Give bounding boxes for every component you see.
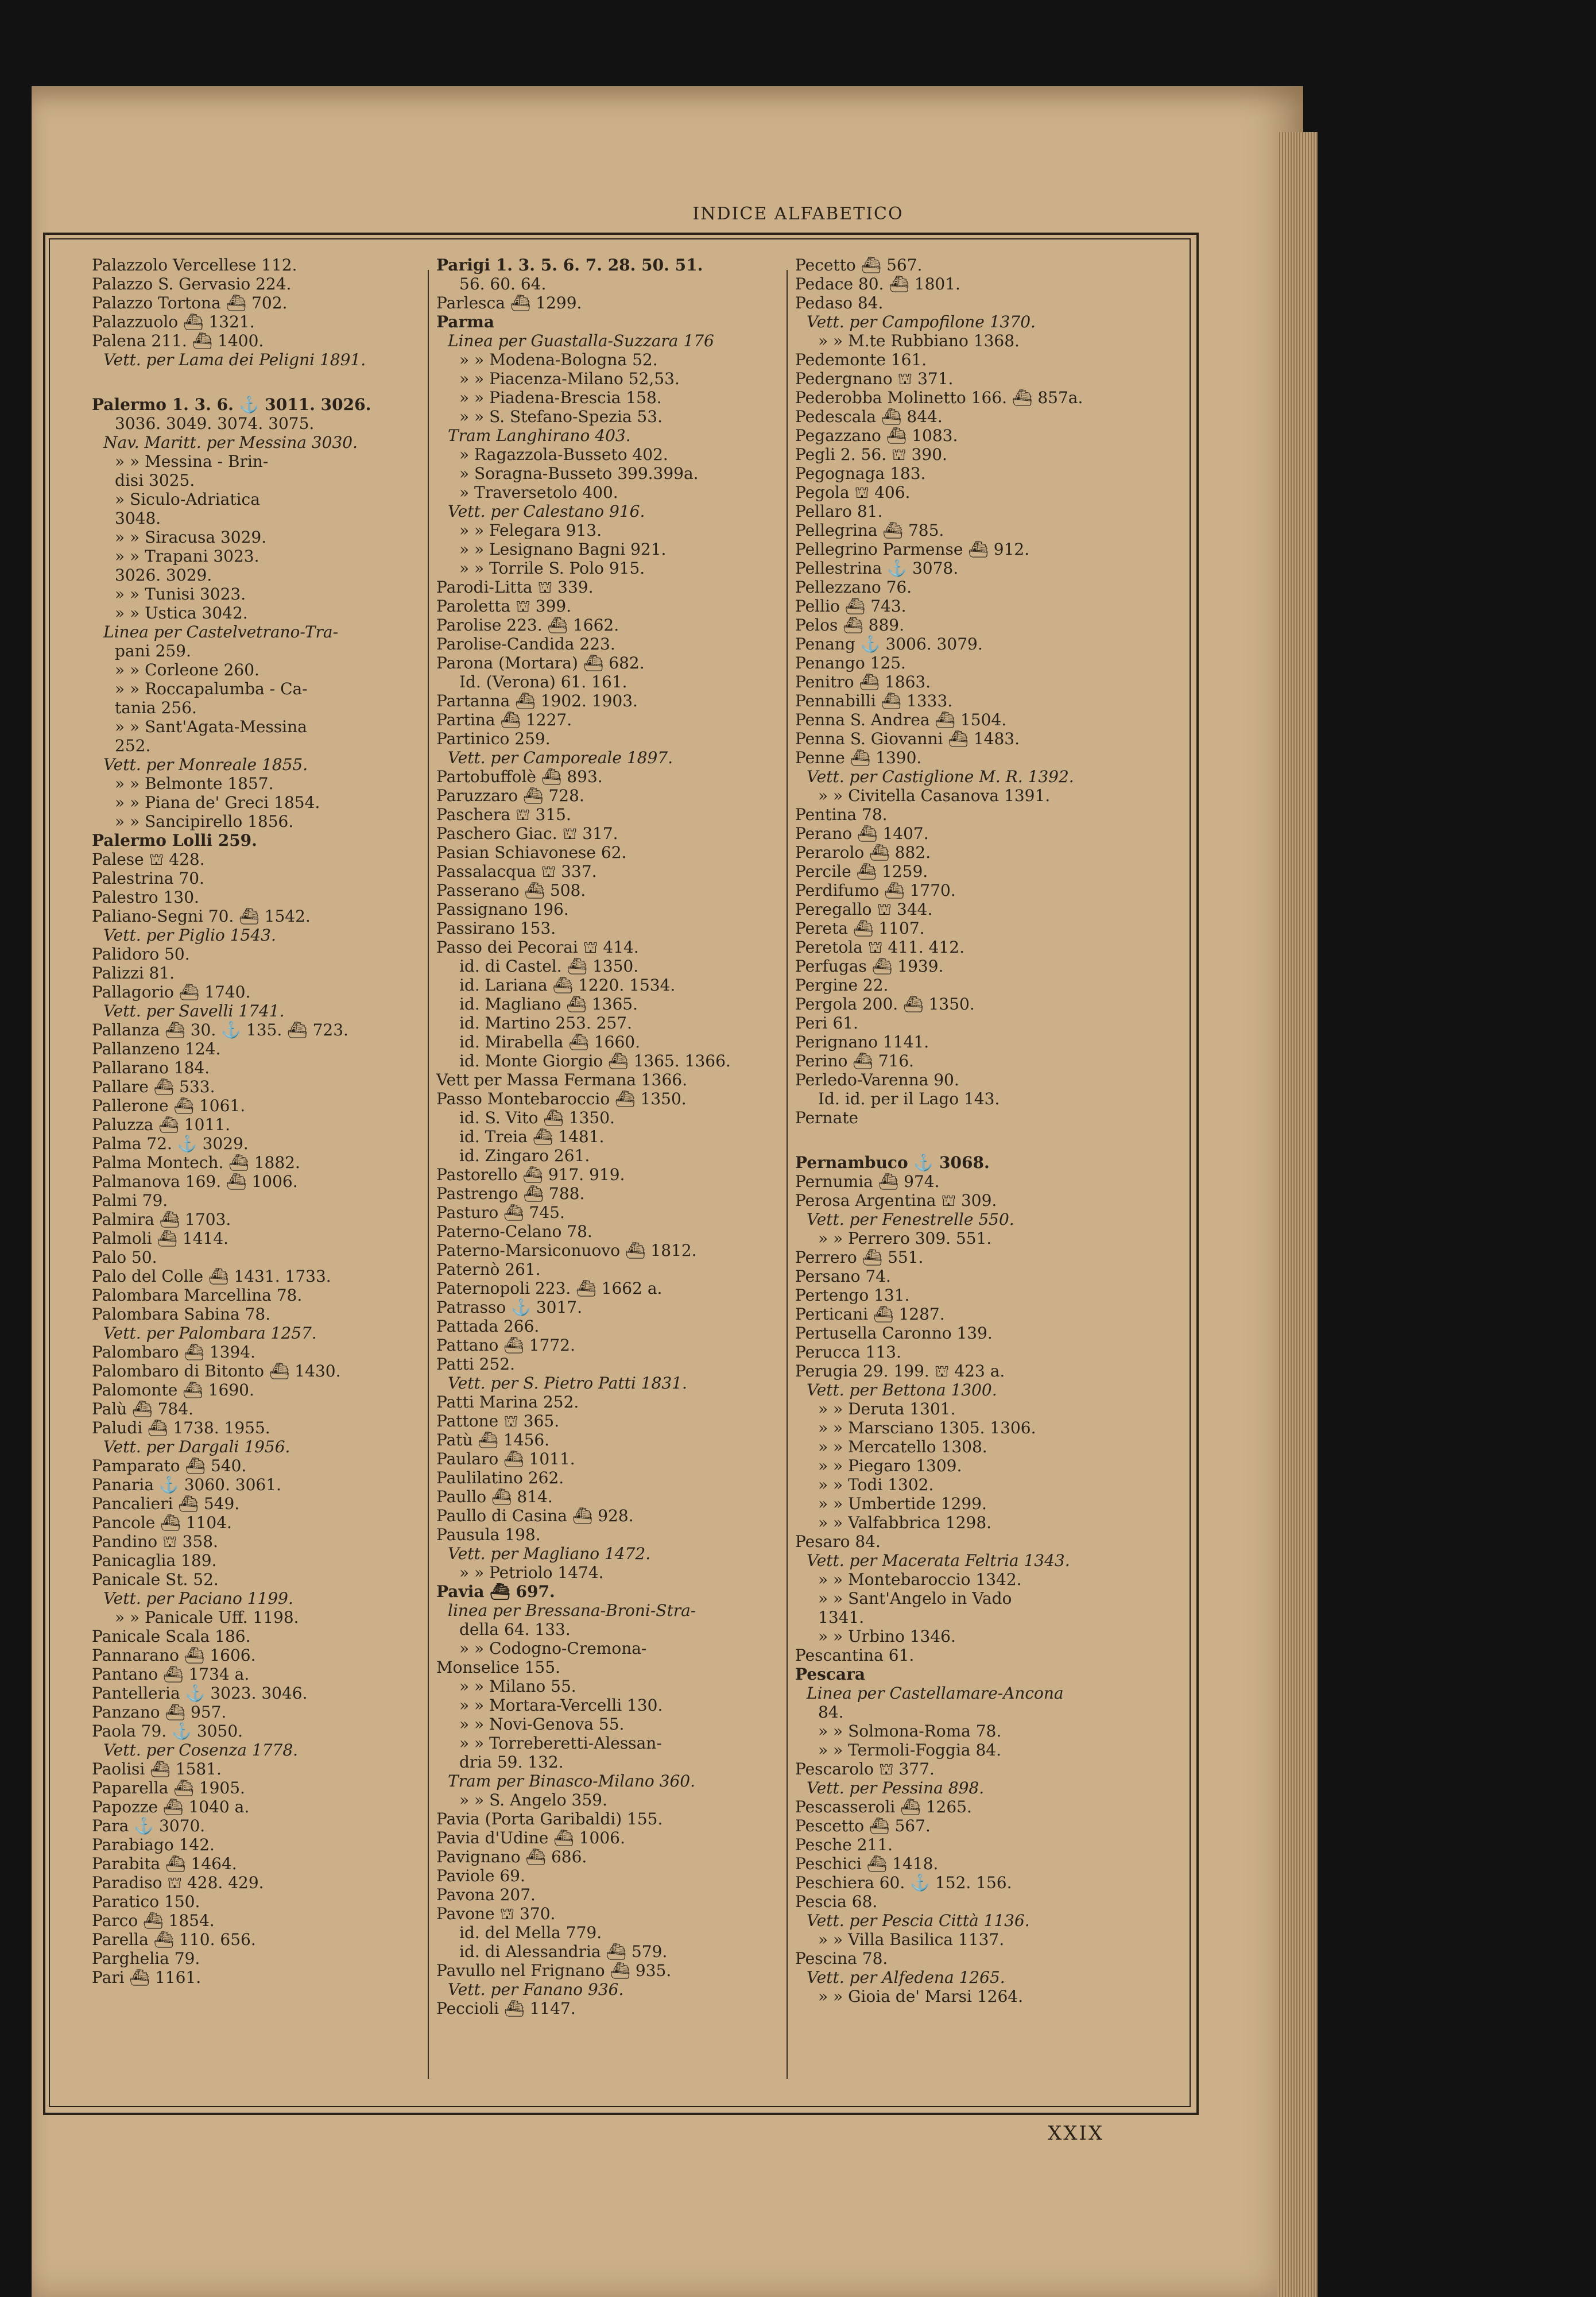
index-entry: Pedaso 84.	[795, 293, 884, 312]
index-entry: » » Umbertide 1299.	[818, 1494, 987, 1513]
index-entry: Palazzo S. Gervasio 224.	[92, 274, 292, 293]
index-entry: Palazzuolo ⛴ 1321.	[92, 312, 255, 331]
index-entry: Palese ⛫ 428.	[92, 850, 205, 869]
index-entry: Pesaro 84.	[795, 1532, 881, 1551]
index-entry: » » Torreberetti-Alessan-	[459, 1734, 662, 1753]
index-entry: Palazzolo Vercellese 112.	[92, 256, 297, 274]
index-entry: Passo Montebaroccio ⛴ 1350.	[436, 1089, 687, 1108]
index-entry: Pattone ⛫ 365.	[436, 1412, 560, 1430]
index-entry: Palmoli ⛴ 1414.	[92, 1229, 229, 1248]
index-entry: Parabita ⛴ 1464.	[92, 1854, 237, 1873]
index-entry: id. Mirabella ⛴ 1660.	[459, 1033, 640, 1051]
index-entry: Paternò 261.	[436, 1260, 541, 1279]
index-entry: » » Petriolo 1474.	[459, 1563, 604, 1582]
index-entry: Palomonte ⛴ 1690.	[92, 1380, 254, 1399]
index-entry: Palma 72. ⚓ 3029.	[92, 1134, 249, 1153]
index-column-3	[795, 256, 1134, 2006]
index-entry: Papozze ⛴ 1040 a.	[92, 1797, 250, 1816]
index-entry: » » Modena-Bologna 52.	[459, 350, 658, 369]
index-entry: Pastorello ⛴ 917. 919.	[436, 1165, 625, 1184]
index-entry: Pescia 68.	[795, 1892, 878, 1911]
index-entry: Patti 252.	[436, 1355, 515, 1374]
index-entry: Palombara Marcellina 78.	[92, 1286, 303, 1305]
index-entry: Pattano ⛴ 1772.	[436, 1336, 575, 1355]
index-entry: Palmi 79.	[92, 1191, 168, 1210]
index-entry: Pavullo nel Frignano ⛴ 935.	[436, 1961, 672, 1980]
index-entry: Pantano ⛴ 1734 a.	[92, 1665, 250, 1684]
index-entry: » » Perrero 309. 551.	[818, 1229, 992, 1248]
index-entry: Partinico 259.	[436, 729, 551, 748]
index-entry: Vett. per Piglio 1543.	[103, 926, 276, 945]
index-entry: Perdifumo ⛴ 1770.	[795, 881, 956, 900]
index-entry: Pausula 198.	[436, 1525, 541, 1544]
index-entry: » » Deruta 1301.	[818, 1399, 956, 1418]
index-entry: Pescantina 61.	[795, 1646, 915, 1665]
index-entry: Pattada 266.	[436, 1317, 540, 1336]
index-entry: Id. id. per il Lago 143.	[818, 1089, 1000, 1108]
index-entry: Paullo di Casina ⛴ 928.	[436, 1506, 634, 1525]
index-entry: Pernate	[795, 1108, 859, 1127]
index-entry: Pallanzeno 124.	[92, 1039, 221, 1058]
index-entry: Paullo ⛴ 814.	[436, 1487, 553, 1506]
index-entry: Peretola ⛫ 411. 412.	[795, 938, 964, 957]
index-entry: Passerano ⛴ 508.	[436, 881, 586, 900]
index-entry: Peregallo ⛫ 344.	[795, 900, 933, 919]
index-entry: Pavia (Porta Garibaldi) 155.	[436, 1809, 663, 1828]
index-entry: Palombaro ⛴ 1394.	[92, 1343, 256, 1362]
index-entry: 56. 60. 64.	[459, 274, 547, 293]
index-entry: » » Urbino 1346.	[818, 1627, 956, 1646]
index-entry: Vett. per Calestano 916.	[448, 502, 645, 521]
index-entry: » » Marsciano 1305. 1306.	[818, 1418, 1036, 1437]
index-entry: Panicale St. 52.	[92, 1570, 219, 1589]
index-entry: Paluzza ⛴ 1011.	[92, 1115, 230, 1134]
index-entry: Panicale Scala 186.	[92, 1627, 251, 1646]
index-entry: Pereta ⛴ 1107.	[795, 919, 925, 938]
index-entry: Pescarolo ⛫ 377.	[795, 1760, 935, 1778]
index-entry: id. Lariana ⛴ 1220. 1534.	[459, 976, 676, 995]
index-entry: Paradiso ⛫ 428. 429.	[92, 1873, 264, 1892]
index-entry: Vett. per Pescia Città 1136.	[807, 1911, 1030, 1930]
index-entry: » Siculo-Adriatica	[115, 490, 260, 509]
index-entry: Pellezzano 76.	[795, 578, 912, 597]
index-entry: Parolise 223. ⛴ 1662.	[436, 616, 619, 635]
index-entry: Vett. per Bettona 1300.	[807, 1380, 997, 1399]
index-entry: Perignano 1141.	[795, 1033, 929, 1051]
index-entry: Pancole ⛴ 1104.	[92, 1513, 232, 1532]
index-entry	[795, 1127, 1134, 1153]
index-entry: » » Panicale Uff. 1198.	[115, 1608, 299, 1627]
index-entry: » » Milano 55.	[459, 1677, 576, 1696]
index-entry: Paratico 150.	[92, 1892, 200, 1911]
index-entry: » » Villa Basilica 1137.	[818, 1930, 1005, 1949]
index-entry: Vett. per Cosenza 1778.	[103, 1741, 299, 1760]
index-entry: Pedemonte 161.	[795, 350, 927, 369]
index-entry	[92, 369, 431, 395]
index-entry: id. Treia ⛴ 1481.	[459, 1127, 605, 1146]
index-entry: Partanna ⛴ 1902. 1903.	[436, 691, 638, 710]
index-entry: id. Zingaro 261.	[459, 1146, 590, 1165]
index-entry: Pavignano ⛴ 686.	[436, 1847, 587, 1866]
index-entry: » » Mercatello 1308.	[818, 1437, 987, 1456]
index-entry: Perfugas ⛴ 1939.	[795, 957, 944, 976]
index-entry: Palermo 1. 3. 6. ⚓ 3011. 3026.	[92, 395, 371, 414]
index-entry: Perosa Argentina ⛫ 309.	[795, 1191, 997, 1210]
index-entry: Pennabilli ⛴ 1333.	[795, 691, 953, 710]
index-entry: Percile ⛴ 1259.	[795, 862, 928, 881]
index-entry: Palombaro di Bitonto ⛴ 1430.	[92, 1362, 341, 1380]
index-entry: Vett. per Fanano 936.	[448, 1980, 624, 1999]
index-entry: Palizzi 81.	[92, 964, 175, 983]
index-entry: » » Solmona-Roma 78.	[818, 1722, 1002, 1741]
index-entry: » » Messina - Brin-	[115, 452, 269, 471]
index-entry: Parona (Mortara) ⛴ 682.	[436, 653, 645, 672]
index-entry: Pecetto ⛴ 567.	[795, 256, 923, 274]
index-entry: Passo dei Pecorai ⛫ 414.	[436, 938, 639, 957]
index-entry: Pastrengo ⛴ 788.	[436, 1184, 585, 1203]
index-entry: Nav. Maritt. per Messina 3030.	[103, 433, 358, 452]
index-entry: » » S. Stefano-Spezia 53.	[459, 407, 663, 426]
index-entry: » » Corleone 260.	[115, 660, 259, 679]
index-entry: Pelos ⛴ 889.	[795, 616, 905, 635]
index-entry: » » Termoli-Foggia 84.	[818, 1741, 1001, 1760]
index-entry: Pavone ⛫ 370.	[436, 1904, 556, 1923]
index-entry: Vett. per Campofilone 1370.	[807, 312, 1036, 331]
index-entry: Parolise-Candida 223.	[436, 635, 615, 653]
index-entry: Vett. per Castiglione M. R. 1392.	[807, 767, 1074, 786]
index-entry: Patù ⛴ 1456.	[436, 1430, 550, 1449]
index-entry: Pancalieri ⛴ 549.	[92, 1494, 240, 1513]
index-entry: Paviole 69.	[436, 1866, 525, 1885]
index-entry: Pegola ⛫ 406.	[795, 483, 911, 502]
index-entry: Pasian Schiavonese 62.	[436, 843, 627, 862]
index-entry: Pallare ⛴ 533.	[92, 1077, 215, 1096]
index-entry: Perrero ⛴ 551.	[795, 1248, 924, 1267]
index-entry: 3048.	[115, 509, 161, 528]
index-column-1	[92, 256, 431, 1987]
index-entry: Penna S. Andrea ⛴ 1504.	[795, 710, 1007, 729]
index-entry: id. Monte Giorgio ⛴ 1365. 1366.	[459, 1051, 731, 1070]
index-entry: Pavia d'Udine ⛴ 1006.	[436, 1828, 625, 1847]
index-entry: Peschiera 60. ⚓ 152. 156.	[795, 1873, 1012, 1892]
index-entry: » » M.te Rubbiano 1368.	[818, 331, 1020, 350]
index-entry: Pederobba Molinetto 166. ⛴ 857a.	[795, 388, 1083, 407]
index-entry: Paparella ⛴ 1905.	[92, 1778, 245, 1797]
index-entry: Paola 79. ⚓ 3050.	[92, 1722, 243, 1741]
index-entry: della 64. 133.	[459, 1620, 571, 1639]
index-entry: Palermo Lolli 259.	[92, 831, 257, 850]
index-entry: 252.	[115, 736, 151, 755]
index-entry: Penang ⚓ 3006. 3079.	[795, 635, 983, 653]
index-entry: Pergola 200. ⛴ 1350.	[795, 995, 975, 1014]
index-entry: Palmanova 169. ⛴ 1006.	[92, 1172, 298, 1191]
index-entry: Pernumia ⛴ 974.	[795, 1172, 940, 1191]
index-entry: » » Piegaro 1309.	[818, 1456, 962, 1475]
index-entry: Parella ⛴ 110. 656.	[92, 1930, 256, 1949]
index-entry: Pergine 22.	[795, 976, 889, 995]
index-entry: Tram per Binasco-Milano 360.	[448, 1772, 696, 1791]
index-entry: Persano 74.	[795, 1267, 891, 1286]
index-entry: Pescara	[795, 1665, 865, 1684]
index-entry: » » Novi-Genova 55.	[459, 1715, 625, 1734]
index-entry: Paschero Giac. ⛫ 317.	[436, 824, 618, 843]
index-entry: Paulilatino 262.	[436, 1468, 564, 1487]
index-entry: Perledo-Varenna 90.	[795, 1070, 959, 1089]
index-entry: Palena 211. ⛴ 1400.	[92, 331, 264, 350]
index-entry: Paschera ⛫ 315.	[436, 805, 571, 824]
index-entry: Panzano ⛴ 957.	[92, 1703, 227, 1722]
index-entry: Paruzzaro ⛴ 728.	[436, 786, 584, 805]
index-entry: Peschici ⛴ 1418.	[795, 1854, 939, 1873]
index-entry: Vett. per Camporeale 1897.	[448, 748, 673, 767]
index-entry: Pedace 80. ⛴ 1801.	[795, 274, 960, 293]
index-entry: 3036. 3049. 3074. 3075.	[115, 414, 315, 433]
index-entry: id. di Alessandria ⛴ 579.	[459, 1942, 668, 1961]
index-entry: Patti Marina 252.	[436, 1393, 579, 1412]
index-entry: Paolisi ⛴ 1581.	[92, 1760, 222, 1778]
index-entry: » » Tunisi 3023.	[115, 585, 246, 604]
index-entry: Passalacqua ⛫ 337.	[436, 862, 597, 881]
index-entry: Paterno-Celano 78.	[436, 1222, 592, 1241]
index-entry: Penne ⛴ 1390.	[795, 748, 922, 767]
index-entry: Perino ⛴ 716.	[795, 1051, 915, 1070]
index-entry: » » Piacenza-Milano 52,53.	[459, 369, 680, 388]
index-entry: Parlesca ⛴ 1299.	[436, 293, 582, 312]
index-column-2	[436, 256, 775, 2018]
index-entry: Patrasso ⚓ 3017.	[436, 1298, 583, 1317]
column-separator	[787, 270, 788, 2079]
index-entry: Vett. per Macerata Feltria 1343.	[807, 1551, 1070, 1570]
index-entry: 84.	[818, 1703, 844, 1722]
index-entry: » » Belmonte 1857.	[115, 774, 274, 793]
index-entry: Parabiago 142.	[92, 1835, 215, 1854]
index-entry: » » Todi 1302.	[818, 1475, 934, 1494]
index-entry: Pescasseroli ⛴ 1265.	[795, 1797, 972, 1816]
index-entry: » » Piana de' Greci 1854.	[115, 793, 320, 812]
index-entry: pani 259.	[115, 641, 191, 660]
index-entry: Perticani ⛴ 1287.	[795, 1305, 945, 1324]
index-entry: Vett. per Lama dei Peligni 1891.	[103, 350, 366, 369]
index-entry: Palo del Colle ⛴ 1431. 1733.	[92, 1267, 331, 1286]
index-entry: Vett. per Fenestrelle 550.	[807, 1210, 1014, 1229]
index-entry: Id. (Verona) 61. 161.	[459, 672, 627, 691]
index-entry: Parodi-Litta ⛫ 339.	[436, 578, 594, 597]
index-entry: Vett. per S. Pietro Patti 1831.	[448, 1374, 687, 1393]
index-entry: » » Sancipirello 1856.	[115, 812, 294, 831]
page-number: XXIX	[1048, 2122, 1105, 2145]
index-entry: Penna S. Giovanni ⛴ 1483.	[795, 729, 1020, 748]
index-entry: Pellegrino Parmense ⛴ 912.	[795, 540, 1030, 559]
index-entry: Panaria ⚓ 3060. 3061.	[92, 1475, 281, 1494]
book-page-edges	[1277, 132, 1318, 2297]
index-entry: Palmira ⛴ 1703.	[92, 1210, 231, 1229]
index-entry: id. Magliano ⛴ 1365.	[459, 995, 638, 1014]
index-entry: » » Lesignano Bagni 921.	[459, 540, 667, 559]
index-entry: » » Piadena-Brescia 158.	[459, 388, 662, 407]
index-entry: Pallagorio ⛴ 1740.	[92, 983, 251, 1001]
index-entry: Palombara Sabina 78.	[92, 1305, 271, 1324]
index-entry: id. di Castel. ⛴ 1350.	[459, 957, 639, 976]
index-entry: » » Civitella Casanova 1391.	[818, 786, 1051, 805]
index-entry: linea per Bressana-Broni-Stra-	[448, 1601, 696, 1620]
index-entry: id. Martino 253. 257.	[459, 1014, 633, 1033]
index-entry: Pavia ⛴ 697.	[436, 1582, 555, 1601]
index-entry: Pallerone ⛴ 1061.	[92, 1096, 246, 1115]
index-entry: Parma	[436, 312, 494, 331]
index-entry: Pegazzano ⛴ 1083.	[795, 426, 958, 445]
index-entry: Palazzo Tortona ⛴ 702.	[92, 293, 288, 312]
index-entry: id. S. Vito ⛴ 1350.	[459, 1108, 615, 1127]
index-entry: Vett. per Paciano 1199.	[103, 1589, 293, 1608]
index-entry: Vett. per Monreale 1855.	[103, 755, 308, 774]
index-entry: Palo 50.	[92, 1248, 157, 1267]
index-entry: » » Felegara 913.	[459, 521, 602, 540]
index-entry: Vett. per Pessina 898.	[807, 1778, 985, 1797]
index-entry: Paternopoli 223. ⛴ 1662 a.	[436, 1279, 663, 1298]
index-entry: Parigi 1. 3. 5. 6. 7. 28. 50. 51.	[436, 256, 703, 274]
index-entry: Pallanza ⛴ 30. ⚓ 135. ⛴ 723.	[92, 1020, 348, 1039]
index-entry: Vett. per Dargali 1956.	[103, 1437, 290, 1456]
index-entry: » » Sant'Angelo in Vado	[818, 1589, 1012, 1608]
index-entry: 1341.	[818, 1608, 865, 1627]
index-entry: Vett per Massa Fermana 1366.	[436, 1070, 687, 1089]
index-entry: Paliano-Segni 70. ⛴ 1542.	[92, 907, 311, 926]
index-entry: Pernambuco ⚓ 3068.	[795, 1153, 990, 1172]
index-entry: Parco ⛴ 1854.	[92, 1911, 215, 1930]
index-entry: Pegli 2. 56. ⛫ 390.	[795, 445, 947, 464]
index-entry: Paludi ⛴ 1738. 1955.	[92, 1418, 270, 1437]
index-entry: » Ragazzola-Busseto 402.	[459, 445, 668, 464]
index-entry: Pantelleria ⚓ 3023. 3046.	[92, 1684, 308, 1703]
index-entry: Pertengo 131.	[795, 1286, 910, 1305]
index-entry: Perano ⛴ 1407.	[795, 824, 929, 843]
index-entry: Pellegrina ⛴ 785.	[795, 521, 944, 540]
index-entry: Perarolo ⛴ 882.	[795, 843, 931, 862]
page-header: INDICE ALFABETICO	[692, 204, 904, 224]
index-entry: dria 59. 132.	[459, 1753, 564, 1772]
index-entry: Pentina 78.	[795, 805, 888, 824]
index-entry: Palestrina 70.	[92, 869, 204, 888]
index-entry: Partina ⛴ 1227.	[436, 710, 572, 729]
index-entry: Palidoro 50.	[92, 945, 190, 964]
index-entry: 3026. 3029.	[115, 566, 212, 585]
index-entry: Pannarano ⛴ 1606.	[92, 1646, 256, 1665]
index-entry: Monselice 155.	[436, 1658, 560, 1677]
index-entry: Passignano 196.	[436, 900, 569, 919]
index-entry: Pertusella Caronno 139.	[795, 1324, 993, 1343]
index-entry: Pesche 211.	[795, 1835, 893, 1854]
index-entry: Perugia 29. 199. ⛫ 423 a.	[795, 1362, 1005, 1380]
index-entry: Pandino ⛫ 358.	[92, 1532, 218, 1551]
index-entry: Perucca 113.	[795, 1343, 901, 1362]
index-entry: Vett. per Savelli 1741.	[103, 1001, 285, 1020]
index-entry: Pavona 207.	[436, 1885, 536, 1904]
index-entry: Pescina 78.	[795, 1949, 888, 1968]
index-entry: Palù ⛴ 784.	[92, 1399, 193, 1418]
index-entry: Panicaglia 189.	[92, 1551, 217, 1570]
index-entry: Penango 125.	[795, 653, 906, 672]
index-entry: Peri 61.	[795, 1014, 858, 1033]
index-entry: Pellaro 81.	[795, 502, 883, 521]
index-entry: Passirano 153.	[436, 919, 556, 938]
index-entry: » Soragna-Busseto 399.399a.	[459, 464, 699, 483]
index-entry: disi 3025.	[115, 471, 195, 490]
index-entry: Tram Langhirano 403.	[448, 426, 631, 445]
index-entry: Para ⚓ 3070.	[92, 1816, 206, 1835]
index-entry: » » Valfabbrica 1298.	[818, 1513, 992, 1532]
index-entry: » » Gioia de' Marsi 1264.	[818, 1987, 1024, 2006]
index-entry: Palma Montech. ⛴ 1882.	[92, 1153, 300, 1172]
index-entry: » » Roccapalumba - Ca-	[115, 679, 308, 698]
index-entry: Linea per Guastalla-Suzzara 176	[448, 331, 714, 350]
index-entry: Pasturo ⛴ 745.	[436, 1203, 565, 1222]
index-entry: Pellestrina ⚓ 3078.	[795, 559, 959, 578]
index-entry: Pescetto ⛴ 567.	[795, 1816, 931, 1835]
index-entry: Pallarano 184.	[92, 1058, 210, 1077]
index-entry: » » Sant'Agata-Messina	[115, 717, 307, 736]
index-entry: Paroletta ⛫ 399.	[436, 597, 572, 616]
index-entry: » » Ustica 3042.	[115, 604, 248, 622]
index-entry: Linea per Castelvetrano-Tra-	[103, 622, 339, 641]
index-entry: Pamparato ⛴ 540.	[92, 1456, 247, 1475]
index-entry: Pegognaga 183.	[795, 464, 926, 483]
index-entry: » » Mortara-Vercelli 130.	[459, 1696, 663, 1715]
index-entry: » » S. Angelo 359.	[459, 1791, 607, 1809]
index-entry: » » Torrile S. Polo 915.	[459, 559, 645, 578]
index-entry: Vett. per Magliano 1472.	[448, 1544, 651, 1563]
index-entry: Vett. per Palombara 1257.	[103, 1324, 317, 1343]
index-entry: Pedescala ⛴ 844.	[795, 407, 943, 426]
index-entry: » » Trapani 3023.	[115, 547, 259, 566]
index-entry: Pedergnano ⛫ 371.	[795, 369, 954, 388]
index-entry: Pellio ⛴ 743.	[795, 597, 907, 616]
index-entry: » » Codogno-Cremona-	[459, 1639, 647, 1658]
index-entry: Pari ⛴ 1161.	[92, 1968, 202, 1987]
index-entry: Paterno-Marsiconuovo ⛴ 1812.	[436, 1241, 697, 1260]
index-entry: Vett. per Alfedena 1265.	[807, 1968, 1005, 1987]
index-entry: Linea per Castellamare-Ancona	[807, 1684, 1064, 1703]
index-entry: Partobuffolè ⛴ 893.	[436, 767, 603, 786]
index-entry: Paularo ⛴ 1011.	[436, 1449, 575, 1468]
index-entry: » » Montebaroccio 1342.	[818, 1570, 1022, 1589]
index-entry: tania 256.	[115, 698, 197, 717]
index-entry: Palestro 130.	[92, 888, 199, 907]
index-entry: Parghelia 79.	[92, 1949, 200, 1968]
index-entry: Penitro ⛴ 1863.	[795, 672, 931, 691]
index-entry: » » Siracusa 3029.	[115, 528, 267, 547]
index-entry: Peccioli ⛴ 1147.	[436, 1999, 576, 2018]
index-entry: id. del Mella 779.	[459, 1923, 602, 1942]
index-entry: » Traversetolo 400.	[459, 483, 618, 502]
